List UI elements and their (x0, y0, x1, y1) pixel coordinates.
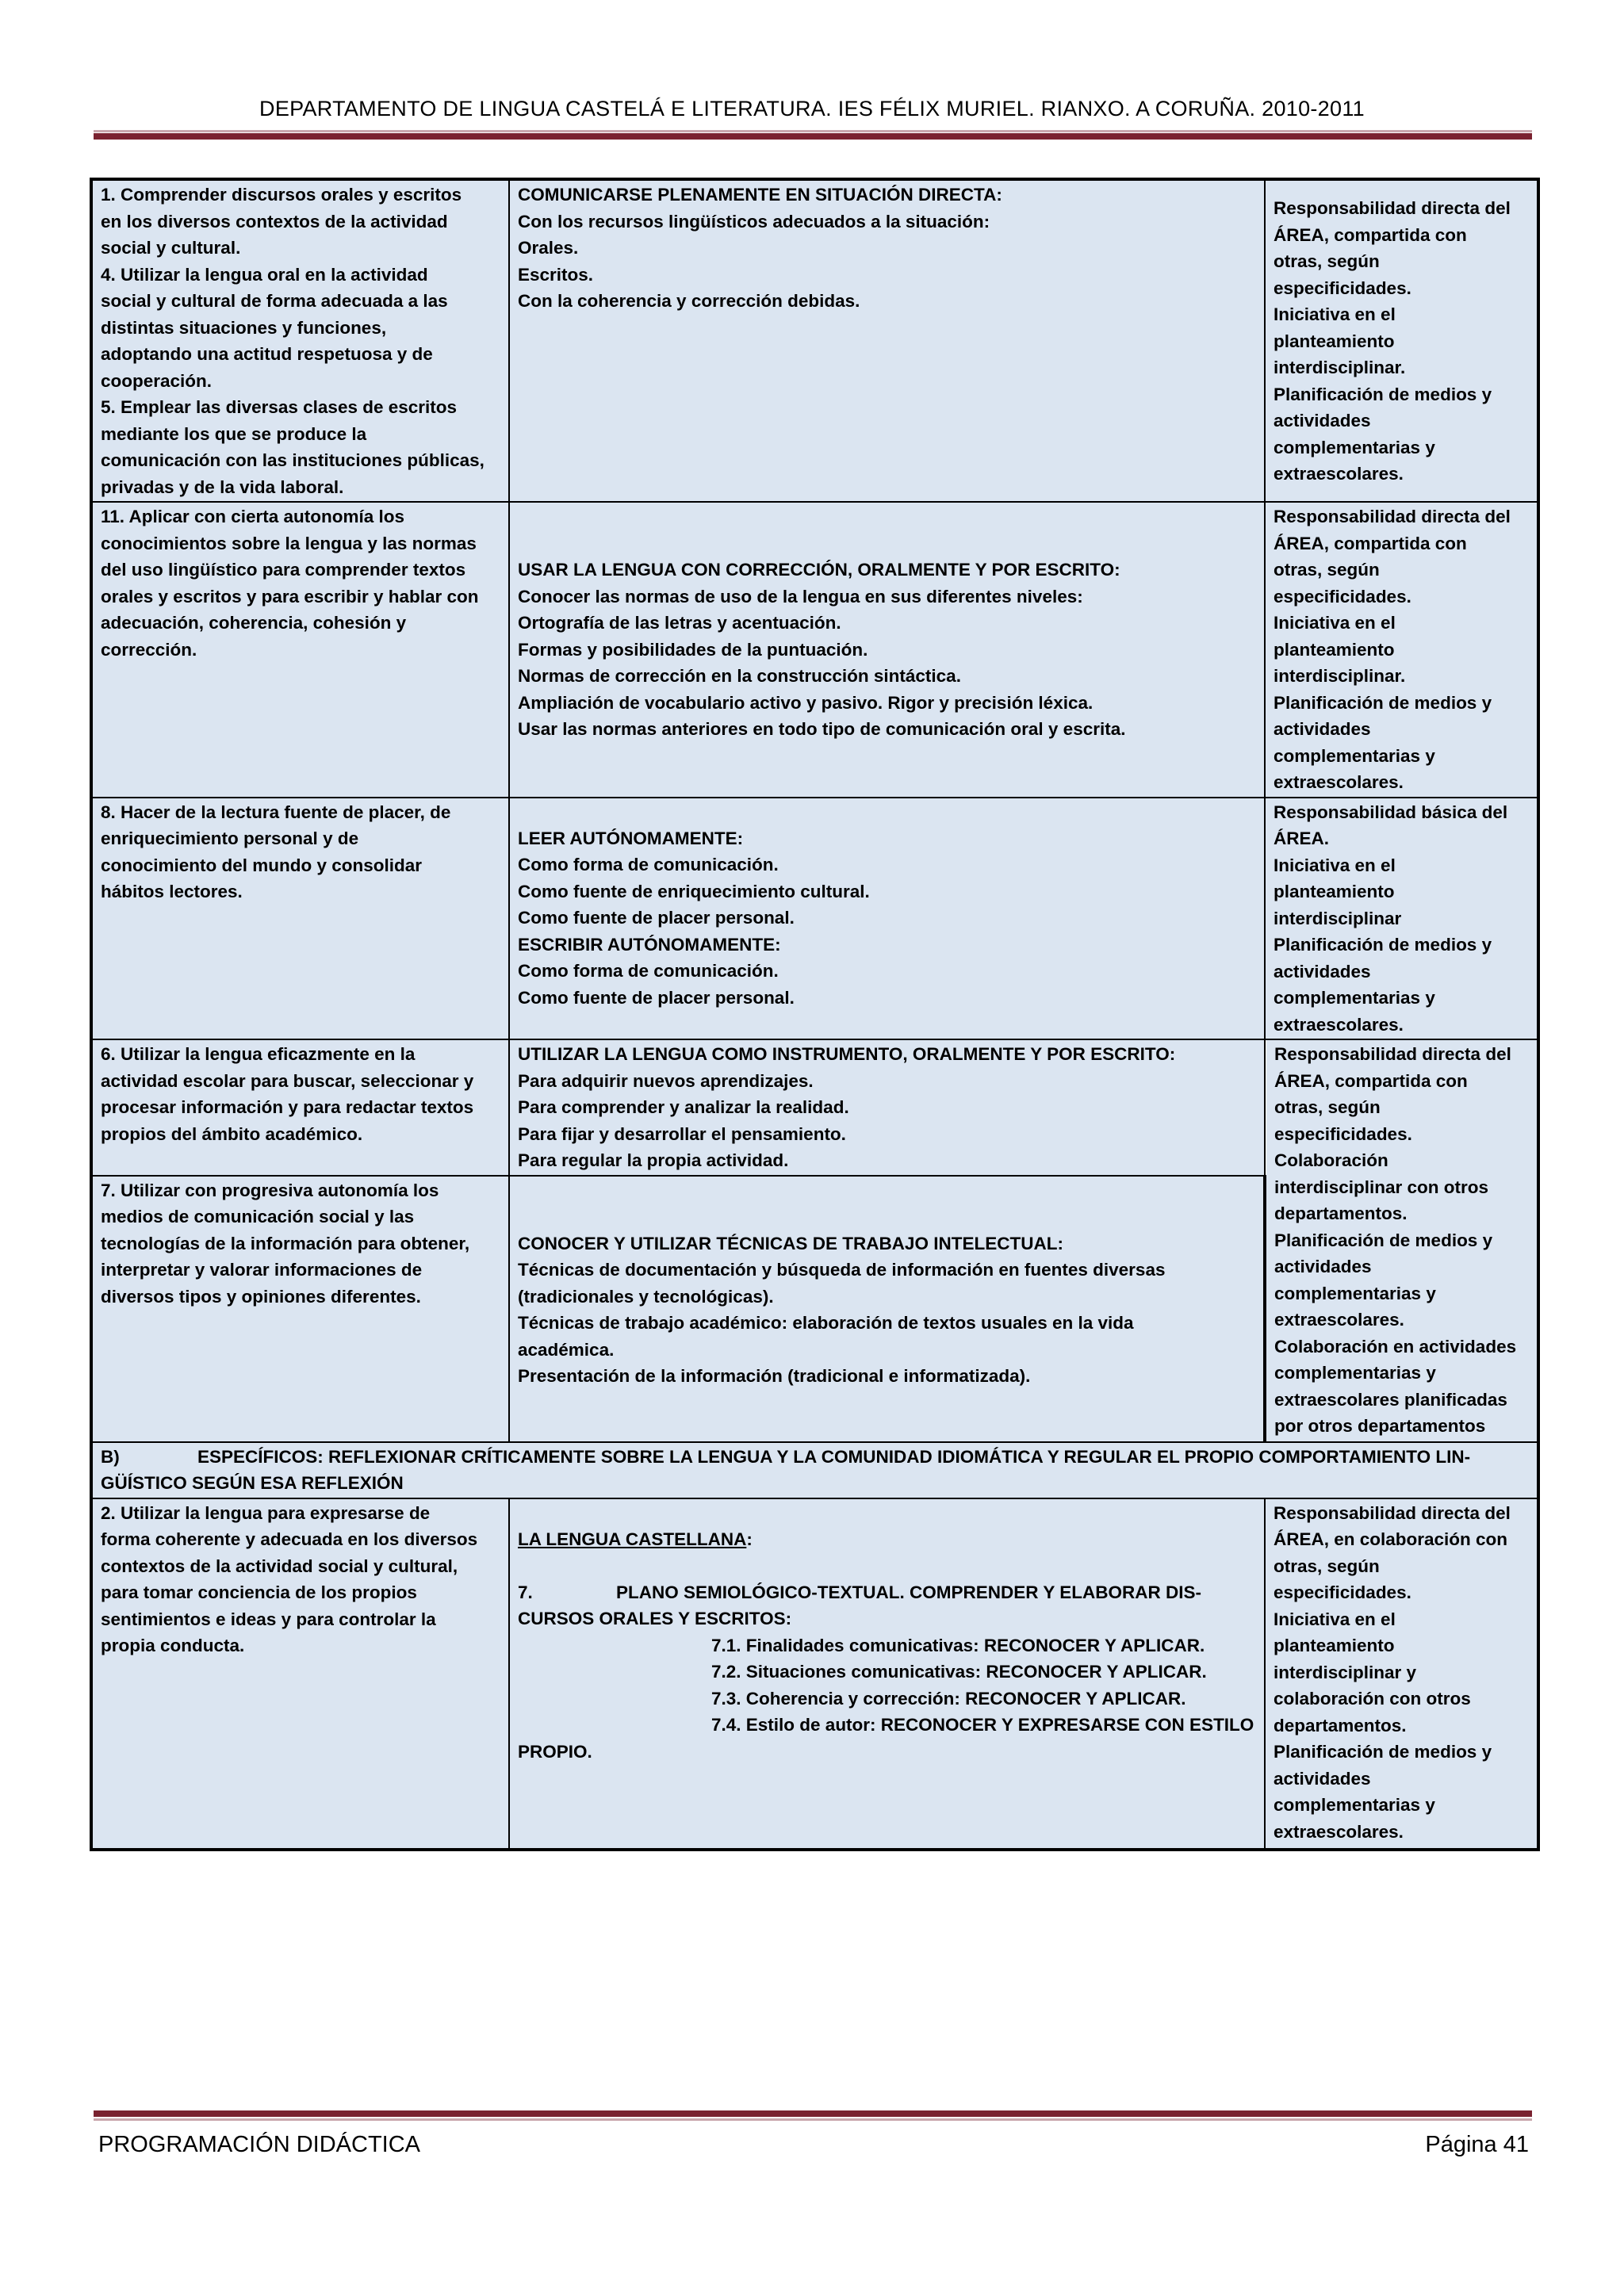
section-b-line-1: ESPECÍFICOS: REFLEXIONAR CRÍTICAMENTE SOBRE LA LENGUA Y LA COMUNIDAD IDIOMÁTICA Y REGULAR EL PROPIO COMPORTAMIENTO LIN- (197, 1446, 1471, 1467)
text-line: 7. Utilizar con progresiva autonomía los (101, 1180, 439, 1200)
content-list (518, 182, 1256, 315)
text-line: extraescolares. (1274, 772, 1404, 792)
responsibility-cell (1265, 798, 1538, 1040)
text-line: hábitos lectores. (101, 882, 243, 901)
text-line: 7.2. Situaciones comunicativas: RECONOCER Y APLICAR. (711, 1662, 1207, 1682)
text-line: Técnicas de documentación y búsqueda de información en fuentes diversas (518, 1260, 1166, 1280)
objectives-cell (91, 1039, 509, 1176)
responsibility-cell (1265, 1498, 1538, 1850)
text-line: planteamiento (1274, 1636, 1395, 1655)
text-line: adecuación, coherencia, cohesión y (101, 613, 407, 633)
text-line: Orales. (518, 238, 579, 258)
objectives-list (101, 799, 500, 905)
text-line: ESCRIBIR AUTÓNOMAMENTE: (518, 934, 781, 955)
sub-item-tail: PROPIO. (518, 1741, 592, 1762)
section-b-heading (91, 1442, 1538, 1498)
content-list (518, 1041, 1256, 1174)
text-line: especificidades. (1274, 1123, 1412, 1144)
text-line: Responsabilidad directa del (1274, 198, 1511, 218)
text-line: ÁREA, compartida con (1274, 1070, 1468, 1091)
text-line: Para regular la propia actividad. (518, 1150, 789, 1170)
text-line: CONOCER Y UTILIZAR TÉCNICAS DE TRABAJO INTELECTUAL: (518, 1233, 1063, 1253)
responsibility-list (1274, 1041, 1529, 1440)
text-line: 11. Aplicar con cierta autonomía los (101, 507, 405, 526)
content-list (518, 825, 1256, 1012)
text-line: propia conducta. (101, 1636, 245, 1655)
text-line: Presentación de la información (tradicional e informatizada). (518, 1366, 1031, 1386)
text-line: cooperación. (101, 370, 213, 391)
text-line: 4. Utilizar la lengua oral en la actividad (101, 264, 428, 285)
text-line: Como fuente de placer personal. (518, 987, 795, 1008)
text-line: medios de comunicación social y las (101, 1207, 415, 1226)
text-line: extraescolares. (1274, 464, 1404, 484)
text-line: departamentos. (1274, 1715, 1407, 1735)
text-line: otras, según (1274, 1556, 1380, 1576)
text-line: sentimientos e ideas y para controlar la (101, 1609, 436, 1629)
objectives-cell (91, 179, 509, 502)
content-list (518, 557, 1256, 743)
plane-title-2: CURSOS ORALES Y ESCRITOS: (518, 1609, 792, 1628)
text-line: Iniciativa en el (1274, 304, 1396, 324)
text-line: LEER AUTÓNOMAMENTE: (518, 828, 744, 848)
text-line: Planificación de medios y (1274, 1230, 1493, 1250)
text-line: interdisciplinar. (1274, 666, 1406, 686)
text-line: Responsabilidad básica del (1274, 802, 1508, 822)
text-line: Responsabilidad directa del (1274, 507, 1511, 526)
text-line: extraescolares. (1274, 1310, 1404, 1330)
text-line: Formas y posibilidades de la puntuación. (518, 639, 868, 660)
text-line: interdisciplinar y (1274, 1662, 1417, 1682)
page-header-title: DEPARTAMENTO DE LINGUA CASTELÁ E LITERATURA. IES FÉLIX MURIEL. RIANXO. A CORUÑA. 2010-2011 (259, 97, 1365, 121)
text-line: Con la coherencia y corrección debidas. (518, 291, 860, 311)
text-line: actividad escolar para buscar, seleccionar y (101, 1070, 474, 1091)
content-cell (509, 1039, 1265, 1176)
text-line: Como forma de comunicación. (518, 961, 779, 981)
text-line: Iniciativa en el (1274, 855, 1396, 875)
objectives-list (101, 1500, 500, 1659)
text-line: interdisciplinar (1274, 908, 1402, 928)
text-line: Iniciativa en el (1274, 1609, 1396, 1629)
text-line: otras, según (1274, 1097, 1381, 1117)
text-line: planteamiento (1274, 639, 1395, 660)
text-line: Normas de corrección en la construcción sintáctica. (518, 666, 961, 686)
responsibility-cell (1265, 502, 1538, 798)
plane-title-1: PLANO SEMIOLÓGICO-TEXTUAL. COMPRENDER Y ELABORAR DIS- (616, 1582, 1201, 1602)
text-line: actividades (1274, 1768, 1371, 1789)
text-line: Planificación de medios y (1274, 1742, 1492, 1762)
text-line: distintas situaciones y funciones, (101, 317, 387, 338)
text-line: Planificación de medios y (1274, 384, 1492, 404)
footer-page-number: Página 41 (1425, 2132, 1529, 2157)
text-line: UTILIZAR LA LENGUA COMO INSTRUMENTO, ORALMENTE Y POR ESCRITO: (518, 1044, 1176, 1064)
text-line: enriquecimiento personal y de (101, 828, 359, 848)
text-line: Con los recursos lingüísticos adecuados a la situación: (518, 211, 990, 232)
text-line: (tradicionales y tecnológicas). (518, 1286, 774, 1307)
text-line: Responsabilidad directa del (1274, 1502, 1511, 1523)
text-line: actividades (1274, 961, 1371, 982)
text-line: USAR LA LENGUA CON CORRECCIÓN, ORALMENTE Y POR ESCRITO: (518, 560, 1120, 580)
text-line: Iniciativa en el (1274, 613, 1396, 633)
text-line: Escritos. (518, 264, 594, 285)
footer-rule-thin (94, 2118, 1532, 2121)
responsibility-list (1274, 195, 1529, 488)
text-line: contextos de la actividad social y cultural, (101, 1556, 458, 1576)
footer-rule (94, 2110, 1532, 2117)
content-cell (509, 502, 1265, 798)
text-line: Ampliación de vocabulario activo y pasivo. Rigor y precisión léxica. (518, 692, 1094, 713)
text-line: privadas y de la vida laboral. (101, 476, 344, 497)
text-line: académica. (518, 1339, 615, 1360)
text-line: departamentos. (1274, 1203, 1408, 1223)
text-line: orales y escritos y para escribir y hablar con (101, 586, 479, 607)
text-line: conocimiento del mundo y consolidar (101, 855, 423, 875)
text-line: 7.1. Finalidades comunicativas: RECONOCER Y APLICAR. (711, 1635, 1205, 1655)
text-line: diversos tipos y opiniones diferentes. (101, 1286, 421, 1307)
text-line: colaboración con otros (1274, 1689, 1471, 1709)
text-line: mediante los que se produce la (101, 423, 367, 444)
header-rule-thin (94, 130, 1532, 132)
text-line: para tomar conciencia de los propios (101, 1582, 417, 1602)
text-line: especificidades. (1274, 1582, 1411, 1602)
text-line: Usar las normas anteriores en todo tipo de comunicación oral y escrita. (518, 719, 1126, 739)
text-line: tecnologías de la información para obtener, (101, 1233, 470, 1253)
table-row (91, 1039, 1538, 1176)
content-cell (509, 798, 1265, 1040)
text-line: especificidades. (1274, 586, 1411, 607)
text-line: 7.4. Estilo de autor: RECONOCER Y EXPRESARSE CON ESTILO (711, 1715, 1254, 1735)
text-line: otras, según (1274, 251, 1380, 271)
text-line: 5. Emplear las diversas clases de escritos (101, 397, 458, 417)
text-line: extraescolares planificadas (1274, 1389, 1507, 1410)
text-line: otras, según (1274, 560, 1380, 580)
text-line: interpretar y valorar informaciones de (101, 1260, 423, 1280)
text-line: 6. Utilizar la lengua eficazmente en la (101, 1044, 416, 1064)
content-cell (509, 1176, 1265, 1442)
responsibility-list (1274, 799, 1529, 1039)
objectives-cell (91, 1498, 509, 1850)
table-row (91, 179, 1538, 502)
objectives-list (101, 182, 500, 500)
text-line: adoptando una actitud respetuosa y de (101, 344, 433, 364)
text-line: actividades (1274, 1257, 1372, 1276)
text-line: Para adquirir nuevos aprendizajes. (518, 1070, 814, 1091)
table-row (91, 1442, 1538, 1498)
content-cell (509, 179, 1265, 502)
text-line: Como fuente de placer personal. (518, 908, 795, 928)
text-line: Conocer las normas de uso de la lengua en sus diferentes niveles: (518, 586, 1083, 607)
table-row (91, 502, 1538, 798)
text-line: comunicación con las instituciones públicas, (101, 450, 485, 470)
text-line: Para comprender y analizar la realidad. (518, 1097, 849, 1117)
text-line: procesar información y para redactar textos (101, 1097, 474, 1117)
text-line: complementarias y (1274, 745, 1435, 766)
content-cell (509, 1498, 1265, 1850)
text-line: 1. Comprender discursos orales y escritos (101, 185, 462, 205)
text-line: complementarias y (1274, 1363, 1436, 1383)
text-line: en los diversos contextos de la actividad (101, 211, 448, 232)
text-line: complementarias y (1274, 1283, 1436, 1303)
text-line: COMUNICARSE PLENAMENTE EN SITUACIÓN DIRECTA: (518, 185, 1002, 205)
text-line: interdisciplinar. (1274, 358, 1406, 377)
text-line: complementarias y (1274, 1795, 1435, 1815)
text-line: 7.3. Coherencia y corrección: RECONOCER Y APLICAR. (711, 1688, 1186, 1709)
text-line: extraescolares. (1274, 1014, 1404, 1035)
text-line: planteamiento (1274, 331, 1395, 351)
content-heading: LA LENGUA CASTELLANA (518, 1529, 747, 1549)
text-line: ÁREA, en colaboración con (1274, 1529, 1508, 1549)
text-line: Colaboración en actividades (1274, 1336, 1517, 1357)
text-line: ÁREA. (1274, 828, 1330, 848)
text-line: Para fijar y desarrollar el pensamiento. (518, 1123, 846, 1144)
text-line: actividades (1274, 719, 1371, 739)
text-line: ÁREA, compartida con (1274, 533, 1467, 553)
text-line: Como fuente de enriquecimiento cultural. (518, 881, 870, 901)
table-row (91, 798, 1538, 1040)
text-line: propios del ámbito académico. (101, 1123, 363, 1144)
section-b-letter: B) (101, 1446, 120, 1467)
text-line: forma coherente y adecuada en los diversos (101, 1529, 478, 1549)
text-line: actividades (1274, 411, 1371, 430)
text-line: social y cultural. (101, 238, 241, 258)
text-line: Colaboración (1274, 1150, 1388, 1170)
text-line: corrección. (101, 639, 197, 660)
text-line: complementarias y (1274, 437, 1435, 457)
text-line: 2. Utilizar la lengua para expresarse de (101, 1502, 431, 1523)
header-rule (94, 133, 1532, 140)
table-row (91, 1498, 1538, 1850)
responsibility-list (1274, 503, 1529, 796)
text-line: planteamiento (1274, 882, 1395, 901)
objectives-list (101, 1177, 500, 1311)
objectives-list (101, 1041, 500, 1147)
content-list (518, 1230, 1255, 1390)
objectives-cell (91, 502, 509, 798)
text-line: complementarias y (1274, 988, 1435, 1008)
footer-document-title: PROGRAMACIÓN DIDÁCTICA (98, 2132, 421, 2157)
objectives-cell (91, 798, 509, 1040)
text-line: del uso lingüístico para comprender textos (101, 560, 466, 580)
text-line: Planificación de medios y (1274, 692, 1492, 713)
text-line: especificidades. (1274, 277, 1411, 298)
text-line: Responsabilidad directa del (1274, 1044, 1511, 1064)
text-line: Técnicas de trabajo académico: elaboración de textos usuales en la vida (518, 1313, 1134, 1333)
sub-item-list (518, 1632, 1256, 1739)
text-line: Como forma de comunicación. (518, 855, 779, 874)
objectives-list (101, 503, 500, 663)
text-line: ÁREA, compartida con (1274, 224, 1467, 245)
text-line: por otros departamentos (1274, 1416, 1486, 1436)
text-line: conocimientos sobre la lengua y las normas (101, 533, 477, 553)
text-line: social y cultural de forma adecuada a las (101, 291, 448, 311)
programming-table (90, 178, 1540, 1851)
text-line: extraescolares. (1274, 1821, 1404, 1842)
text-line: interdisciplinar con otros (1274, 1177, 1489, 1197)
text-line: Planificación de medios y (1274, 935, 1492, 955)
plane-number: 7. (518, 1582, 533, 1602)
objectives-cell (91, 1176, 509, 1442)
responsibility-list (1274, 1500, 1529, 1846)
text-line: 8. Hacer de la lectura fuente de placer, de (101, 802, 451, 822)
responsibility-cell (1265, 179, 1538, 502)
text-line: Ortografía de las letras y acentuación. (518, 613, 841, 633)
section-b-line-2: GÜÍSTICO SEGÚN ESA REFLEXIÓN (101, 1473, 404, 1493)
responsibility-cell (1265, 1039, 1538, 1442)
content-heading-colon: : (746, 1529, 753, 1549)
